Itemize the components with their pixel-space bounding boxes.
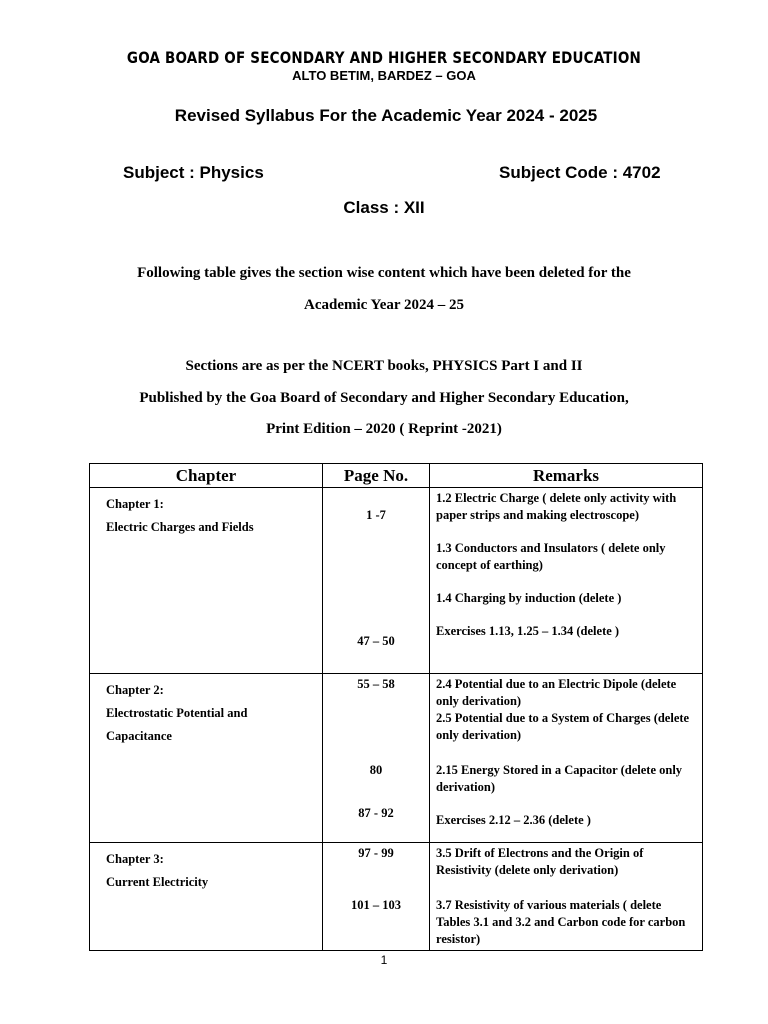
page-no: 55 – 58: [357, 677, 395, 691]
page-no: 97 - 99: [358, 846, 394, 860]
remark: Exercises 2.12 – 2.36 (delete ): [436, 813, 591, 827]
remark: 2.15 Energy Stored in a Capacitor (delete only derivation): [436, 763, 683, 794]
intro-line-4: Published by the Goa Board of Secondary and Higher Secondary Education,: [139, 390, 629, 406]
header-chapter: Chapter: [90, 464, 323, 488]
chapter-number: Chapter 1:: [106, 497, 164, 511]
intro-line-1: Following table gives the section wise content which have been deleted for the: [137, 265, 631, 281]
header-page-no: Page No.: [323, 464, 430, 488]
page-no: 101 – 103: [351, 898, 401, 912]
table-row: [90, 674, 703, 843]
intro-line-3: Sections are as per the NCERT books, PHYSICS Part I and II: [185, 358, 583, 374]
intro-line-2: Academic Year 2024 – 25: [304, 297, 464, 313]
page-cell: [323, 843, 430, 951]
revised-syllabus-title: Revised Syllabus For the Academic Year 2024 - 2025: [174, 106, 598, 125]
chapter-number: Chapter 2:: [106, 683, 164, 697]
table-row: [90, 488, 703, 674]
board-title: GOA BOARD OF SECONDARY AND HIGHER SECONDARY EDUCATION: [126, 48, 642, 68]
chapter-number: Chapter 3:: [106, 852, 164, 866]
chapter-title: Current Electricity: [106, 875, 209, 889]
deleted-content-table: [89, 463, 703, 951]
page-no: 47 – 50: [357, 634, 395, 648]
remark: 2.4 Potential due to an Electric Dipole (delete only derivation): [436, 677, 677, 708]
remark: 1.3 Conductors and Insulators ( delete only concept of earthing): [436, 541, 666, 572]
page-number: 1: [380, 953, 388, 967]
chapter-cell: [90, 488, 323, 674]
remark: Exercises 1.13, 1.25 – 1.34 (delete ): [436, 624, 620, 638]
board-address: ALTO BETIM, BARDEZ – GOA: [292, 68, 476, 83]
chapter-cell: [90, 674, 323, 843]
subject-label: Subject : Physics: [123, 163, 264, 182]
remarks-cell: [430, 488, 703, 674]
chapter-title-cont: Capacitance: [106, 729, 172, 743]
page-no: 1 -7: [366, 508, 386, 522]
remark: 3.7 Resistivity of various materials ( delete Tables 3.1 and 3.2 and Carbon code for carbon resistor): [436, 898, 686, 946]
remark: 3.5 Drift of Electrons and the Origin of Resistivity (delete only derivation): [436, 846, 644, 877]
header-remarks: Remarks: [430, 464, 703, 488]
remark: 1.2 Electric Charge ( delete only activity with paper strips and making electroscope): [436, 491, 677, 522]
subject-code-label: Subject Code : 4702: [499, 163, 661, 182]
page-cell: [323, 488, 430, 674]
class-label: Class : XII: [343, 198, 425, 217]
remark: 1.4 Charging by induction (delete ): [436, 591, 622, 605]
chapter-title: Electrostatic Potential and: [106, 706, 248, 720]
remarks-cell: [430, 843, 703, 951]
remarks-cell: [430, 674, 703, 843]
table-header-row: [90, 464, 703, 488]
chapter-title: Electric Charges and Fields: [106, 520, 254, 534]
table-row: [90, 843, 703, 951]
page-cell: [323, 674, 430, 843]
intro-line-5: Print Edition – 2020 ( Reprint -2021): [266, 421, 502, 437]
chapter-cell: [90, 843, 323, 951]
remark: 2.5 Potential due to a System of Charges (delete only derivation): [436, 711, 690, 742]
page-no: 80: [369, 763, 383, 777]
page-no: 87 - 92: [358, 806, 394, 820]
